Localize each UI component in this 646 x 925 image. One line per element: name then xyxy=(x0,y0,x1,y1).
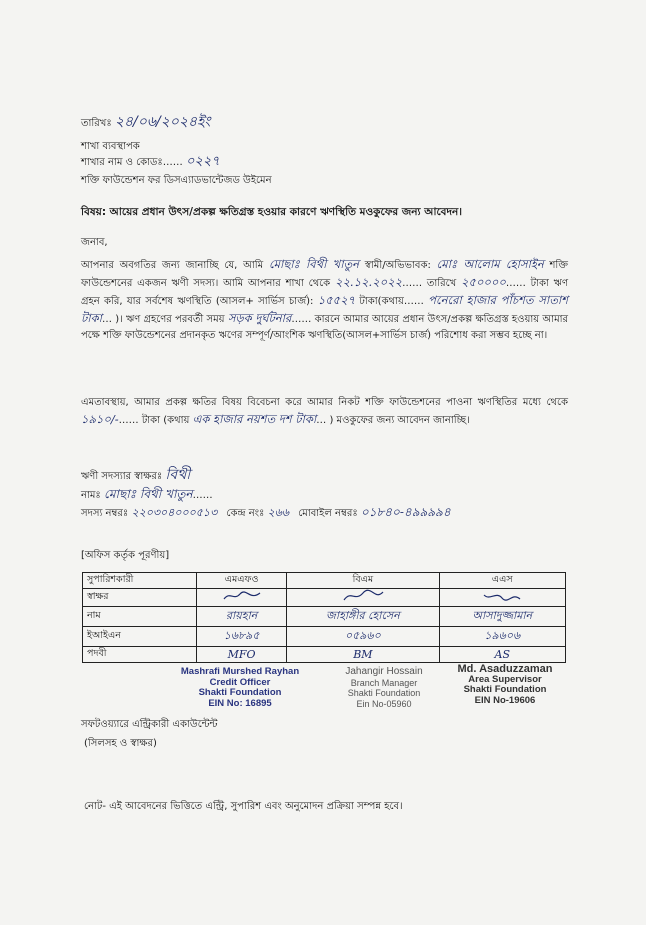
designation-bm: BM xyxy=(287,647,439,663)
body-paragraph-1: আপনার অবগতির জন্য জানাচ্ছি যে, আমি মোছাঃ বিথী খাতুন স্বামী/অভিভাবক: মোঃ আলোম হোসাইন শক্তি ফাউন্ডেশনের একজন ঋণী সদস্য। আমি আপনার শাখা থেকে ২২.১২.২০২২…… তারিখে ২৫০০০০…… টাকা ঋণ গ্রহন করি, যার সর্বশেষ ঋণস্থিতি (আসল+ সার্ভিস চার্জ): ১৫৫২৭ টাকা(কথায়…… পনেরো হাজার পাঁচশত সাতাশ টাকা… )। ঋণ গ্রহণের পরবর্তী সময় সড়ক দুর্ঘটনার…… কারনে আমার আয়ের প্রধান উৎস/প্রকল্প ক্ষতিগ্রস্ত হওয়ায় আমার পক্ষে শক্তি ফাউন্ডেশনের প্রদানকৃত ঋণের সম্পূর্ণ/আংশিক ঋণস্থিতি(আসল+সার্ভিস চার্জ) পরিশোধ করা সম্ভব হচ্ছে না। xyxy=(81,257,569,341)
date-value: ২৪/০৬/২০২৪ইং xyxy=(114,114,211,130)
p1-text-h: কারনে আমার আয়ের প্রধান উৎস/প্রকল্প ক্ষতিগ্রস্ত হওয়ায় আমার পক্ষে শক্তি ফাউন্ডেশনের প্রদানকৃত ঋণের সম্পূর্ণ/আংশিক ঋণস্থিতি(আসল+সার্ভিস চার্জ) পরিশোধ করা সম্ভব হচ্ছে না। xyxy=(81,314,569,341)
borrower-name: মোছাঃ বিথী খাতুন xyxy=(268,257,360,271)
ein-as: ১৯৬০৬ xyxy=(439,627,565,647)
center-label: কেন্দ্র নংঃ xyxy=(226,508,265,519)
stamp-title: Branch Manager xyxy=(350,677,418,688)
office-caption: [অফিস কর্তৃক পূরণীয়] xyxy=(81,550,170,561)
row-label: স্বাক্ষর xyxy=(83,589,197,607)
p1-text-a: আপনার অবগতির জন্য জানাচ্ছি যে, আমি xyxy=(81,260,264,271)
p1-text-c: শক্তি ফাউন্ডেশনের একজন ঋণী সদস্য। আমি আপনার শাখা থেকে xyxy=(81,260,568,289)
name-mfo: রায়হান xyxy=(197,607,287,627)
balance-in-words: পনেরো হাজার পাঁচশত সাতাশ টাকা xyxy=(81,293,568,325)
designation-mfo: MFO xyxy=(197,647,287,663)
row-label: নাম xyxy=(83,607,197,627)
designation-as: AS xyxy=(439,647,565,663)
member-info-line xyxy=(81,506,451,520)
borrower-signature-line xyxy=(81,469,190,483)
branch-label: শাখার নাম ও কোডঃ xyxy=(81,157,163,168)
stamp-name: Jahangir Hossain xyxy=(345,666,423,677)
mobile-number: ০১৮৪০-৪৯৯৯৯৪ xyxy=(360,505,451,519)
guardian-name: মোঃ আলোম হোসাইন xyxy=(436,257,544,271)
signature-scribble-icon xyxy=(222,589,262,603)
office-header-cell: সুপারিশকারী xyxy=(83,573,197,589)
body-paragraph-2: এমতাবস্থায়, আমার প্রকল্প ক্ষতির বিষয় বিবেচনা করে আমার নিকট শক্তি ফাউন্ডেশনের পাওনা ঋণস্থিতির মধ্যে থেকে ১৯১০/-…… টাকা (কথায় এক হাজার নয়শত দশ টাকা… ) মওকুফের জন্য আবেদন জানাচ্ছি। xyxy=(81,397,568,426)
loan-amount: ২৫০০০০ xyxy=(461,275,506,289)
signature-scribble-icon xyxy=(482,589,522,603)
borrower-signature: বিথী xyxy=(165,467,191,483)
office-row-signature xyxy=(83,589,566,607)
p1-text-g: )। ঋণ গ্রহণের পরবর্তী সময় xyxy=(115,314,225,325)
ein-bm: ০৫৯৬০ xyxy=(287,627,439,647)
stamp-ein: EIN No-19606 xyxy=(474,694,536,706)
p2-text-c: ) মওকুফের জন্য আবেদন জানাচ্ছি। xyxy=(329,415,470,426)
office-header-cell: এএস xyxy=(439,573,565,589)
office-header-cell: বিএম xyxy=(287,573,439,589)
row-label: পদবী xyxy=(83,647,197,663)
note-text: নোট- এই আবেদনের ভিত্তিতে এন্ট্রি, সুপারিশ এবং অনুমোদন প্রক্রিয়া সম্পন্ন হবে। xyxy=(84,801,403,812)
stamp-title: Credit Officer xyxy=(209,676,271,688)
stamp-ein: EIN No: 16895 xyxy=(208,697,272,709)
member-number: ২২০৩০৪০০০৫১৩ xyxy=(131,506,218,519)
office-row-ein xyxy=(83,627,566,647)
office-header-cell: এমএফও xyxy=(197,573,287,589)
center-number: ২৬৬ xyxy=(267,506,290,519)
date-line xyxy=(81,116,210,130)
loan-balance: ১৫৫২৭ xyxy=(317,293,356,307)
stamp-org: Shakti Foundation xyxy=(347,688,421,698)
office-row-name xyxy=(83,607,566,627)
branch-code: ০২২৭ xyxy=(185,154,220,169)
signature-bm xyxy=(287,589,439,607)
mobile-label: মোবাইল নম্বরঃ xyxy=(298,508,358,519)
stamp-title: Area Supervisor xyxy=(468,673,542,685)
stamp-name: Mashrafi Murshed Rayhan xyxy=(180,666,300,677)
borrower-name-value: মোছাঃ বিথী খাতুন xyxy=(103,487,193,501)
stamp-credit-officer xyxy=(170,667,310,709)
stamp-name: Md. Asaduzzaman xyxy=(457,663,553,675)
ein-mfo: ১৬৮৯৫ xyxy=(197,627,287,647)
office-header-row xyxy=(83,573,566,589)
branch-line: শাখার নাম ও কোডঃ…… ০২২৭ xyxy=(81,154,220,169)
office-row-designation xyxy=(83,647,566,663)
member-label: সদস্য নম্বরঃ xyxy=(81,508,129,519)
office-table xyxy=(82,572,566,663)
borrower-name-line: নামঃ মোছাঃ বিথী খাতুন…… xyxy=(81,487,213,501)
stamp-org: Shakti Foundation xyxy=(463,684,547,695)
name-bm: জাহাঙ্গীর হোসেন xyxy=(287,607,439,627)
p2-text-b: টাকা (কথায় xyxy=(141,415,190,426)
waiver-in-words: এক হাজার নয়শত দশ টাকা xyxy=(192,412,317,426)
signature-mfo xyxy=(197,589,287,607)
subject-line: বিষয়: আয়ের প্রধান উৎস/প্রকল্প ক্ষতিগ্রস্ত হওয়ার কারণে ঋণস্থিতি মওকুফের জন্য আবেদন। xyxy=(81,206,463,218)
entry-accountant-label: সফটওয়্যারে এন্ট্রিকারী একাউন্টেন্ট xyxy=(81,719,218,730)
p1-text-f: টাকা(কথায় xyxy=(359,296,404,307)
salutation: জনাব, xyxy=(81,237,108,248)
date-label: তারিখঃ xyxy=(81,118,112,129)
signature-label: ঋণী সদস্যার স্বাক্ষরঃ xyxy=(81,471,163,482)
p1-text-b: স্বামী/অভিভাবক: xyxy=(364,260,431,271)
stamp-org: Shakti Foundation xyxy=(198,687,282,698)
organization-name: শক্তি ফাউন্ডেশন ফর ডিসএ্যাডভান্টেজড উইমেন xyxy=(81,175,272,186)
loan-date: ২২.১২.২০২২ xyxy=(334,275,403,289)
row-label: ইআইএন xyxy=(83,627,197,647)
p1-text-d: তারিখে xyxy=(426,278,457,289)
stamp-ein: Ein No-05960 xyxy=(356,698,412,709)
stamp-branch-manager xyxy=(328,667,440,709)
signature-as xyxy=(439,589,565,607)
recipient-title: শাখা ব্যবস্থাপক xyxy=(81,141,140,152)
seal-signature-label: (সিলসহ ও স্বাক্ষর) xyxy=(84,738,157,749)
p1-text-e: টাকা ঋণ গ্রহন করি, যার সর্বশেষ ঋণস্থিতি (আসল+ সার্ভিস চার্জ): xyxy=(81,278,568,307)
stamp-area-supervisor xyxy=(440,664,570,706)
signature-scribble-icon xyxy=(341,589,385,603)
damage-reason: সড়ক দুর্ঘটনার xyxy=(227,311,292,325)
name-label: নামঃ xyxy=(81,490,101,501)
p2-text-a: এমতাবস্থায়, আমার প্রকল্প ক্ষতির বিষয় বিবেচনা করে আমার নিকট শক্তি ফাউন্ডেশনের পাওনা ঋণস্থিতির মধ্যে থেকে xyxy=(81,397,568,408)
waiver-amount: ১৯১০/- xyxy=(81,412,119,426)
name-as: আসাদুজ্জামান xyxy=(439,607,565,627)
